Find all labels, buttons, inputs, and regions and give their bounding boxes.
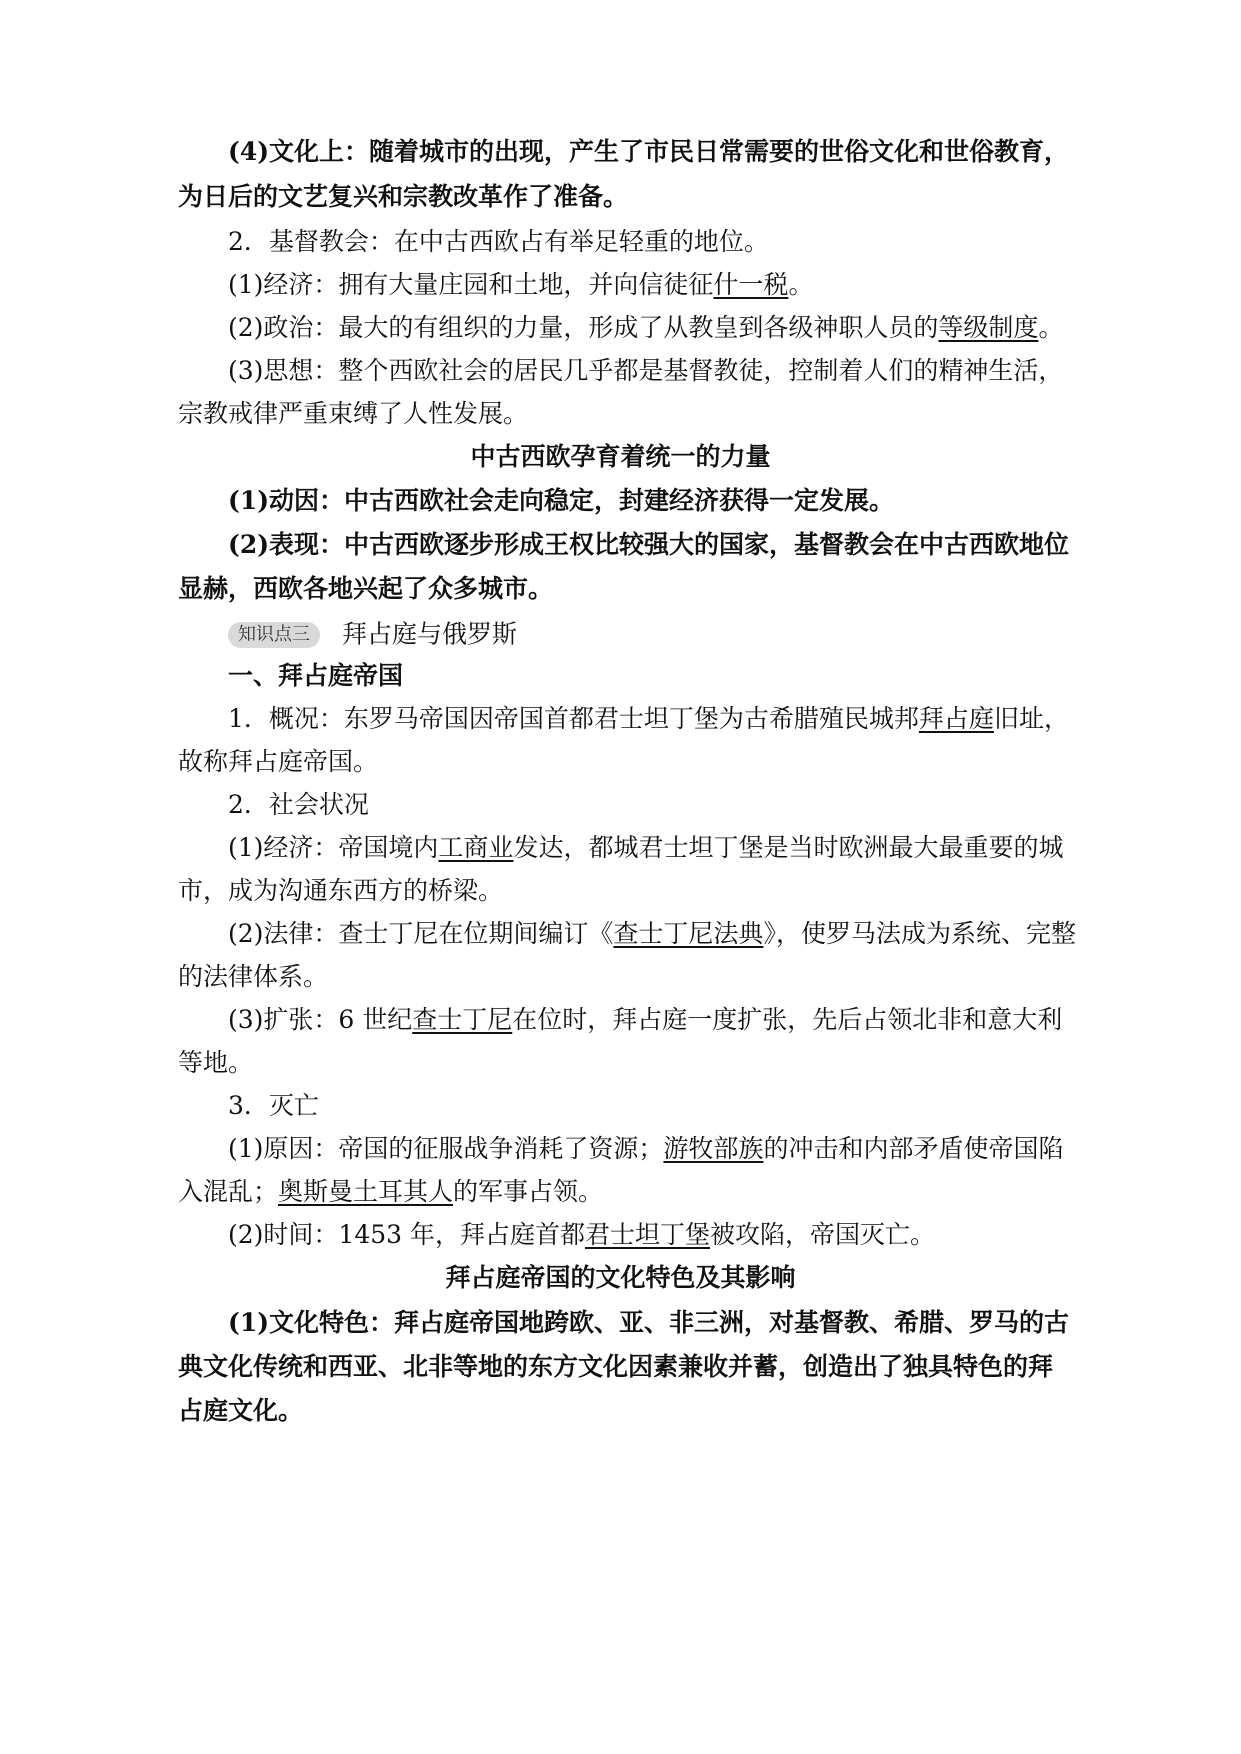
fall-title: 3．灭亡 bbox=[228, 1091, 319, 1120]
unity-manifest-line1: (2)表现：中古西欧逐步形成王权比较强大的国家，基督教会在中古西欧地位 bbox=[228, 530, 1070, 559]
byzantine-law-line2: 的法律体系。 bbox=[178, 962, 329, 991]
underlined-term: 查士丁尼 bbox=[412, 1005, 513, 1034]
byzantine-expansion: (3)扩张：6 世纪查士丁尼在位时，拜占庭一度扩张，先后占领北非和意大利 bbox=[228, 1005, 1063, 1034]
underlined-term: 查士丁尼法典 bbox=[613, 919, 764, 948]
byzantine-expansion-line2: 等地。 bbox=[178, 1048, 254, 1077]
fall-cause: (1)原因：帝国的征服战争消耗了资源；游牧部族的冲击和内部矛盾使帝国陷 bbox=[228, 1134, 1064, 1163]
byzantine-section-title: 一、拜占庭帝国 bbox=[228, 661, 404, 690]
church-thought-line1: (3)思想：整个西欧社会的居民几乎都是基督教徒，控制着人们的精神生活， bbox=[228, 356, 1064, 385]
byzantine-overview: 1．概况：东罗马帝国因帝国首都君士坦丁堡为古希腊殖民城邦拜占庭旧址， bbox=[228, 704, 1069, 733]
underlined-term: 等级制度 bbox=[938, 313, 1039, 342]
church-title: 2．基督教会：在中古西欧占有举足轻重的地位。 bbox=[228, 227, 769, 256]
underlined-term: 君士坦丁堡 bbox=[584, 1220, 710, 1249]
knowledge-point-title: 拜占庭与俄罗斯 bbox=[342, 619, 518, 649]
underlined-term: 奥斯曼土耳其人 bbox=[278, 1177, 454, 1206]
society-title: 2．社会状况 bbox=[228, 790, 369, 819]
knowledge-point-header bbox=[228, 616, 517, 652]
unity-manifest-line2: 显赫，西欧各地兴起了众多城市。 bbox=[178, 574, 554, 603]
culture-line1: (1)文化特色：拜占庭帝国地跨欧、亚、非三洲，对基督教、希腊、罗马的古 bbox=[228, 1308, 1070, 1337]
byzantine-economy-line2: 市，成为沟通东西方的桥梁。 bbox=[178, 876, 504, 905]
culture-heading: 拜占庭帝国的文化特色及其影响 bbox=[445, 1263, 796, 1292]
fall-time: (2)时间：1453 年，拜占庭首都君士坦丁堡被攻陷，帝国灭亡。 bbox=[228, 1220, 936, 1249]
byzantine-economy: (1)经济：帝国境内工商业发达，都城君士坦丁堡是当时欧洲最大最重要的城 bbox=[228, 833, 1064, 862]
unity-motive: (1)动因：中古西欧社会走向稳定，封建经济获得一定发展。 bbox=[228, 486, 895, 515]
knowledge-point-badge: 知识点三 bbox=[228, 622, 320, 648]
church-economy: (1)经济：拥有大量庄园和土地，并向信徒征什一税。 bbox=[228, 270, 814, 299]
culture-para-line2: 为日后的文艺复兴和宗教改革作了准备。 bbox=[178, 182, 629, 211]
underlined-term: 拜占庭 bbox=[918, 704, 994, 733]
unity-heading: 中古西欧孕育着统一的力量 bbox=[470, 442, 771, 471]
culture-line2: 典文化传统和西亚、北非等地的东方文化因素兼收并蓄，创造出了独具特色的拜 bbox=[178, 1352, 1054, 1381]
underlined-term: 工商业 bbox=[438, 833, 514, 862]
underlined-term: 游牧部族 bbox=[663, 1134, 764, 1163]
church-thought-line2: 宗教戒律严重束缚了人性发展。 bbox=[178, 399, 529, 428]
byzantine-law: (2)法律：查士丁尼在位期间编订《查士丁尼法典》，使罗马法成为系统、完整 bbox=[228, 919, 1076, 948]
fall-cause-line2: 入混乱；奥斯曼土耳其人的军事占领。 bbox=[178, 1177, 604, 1206]
culture-para-line1: (4)文化上：随着城市的出现，产生了市民日常需要的世俗文化和世俗教育， bbox=[228, 137, 1070, 166]
byzantine-overview-line2: 故称拜占庭帝国。 bbox=[178, 747, 379, 776]
church-politics: (2)政治：最大的有组织的力量，形成了从教皇到各级神职人员的等级制度。 bbox=[228, 313, 1064, 342]
underlined-term: 什一税 bbox=[713, 270, 789, 299]
culture-line3: 占庭文化。 bbox=[178, 1396, 304, 1425]
